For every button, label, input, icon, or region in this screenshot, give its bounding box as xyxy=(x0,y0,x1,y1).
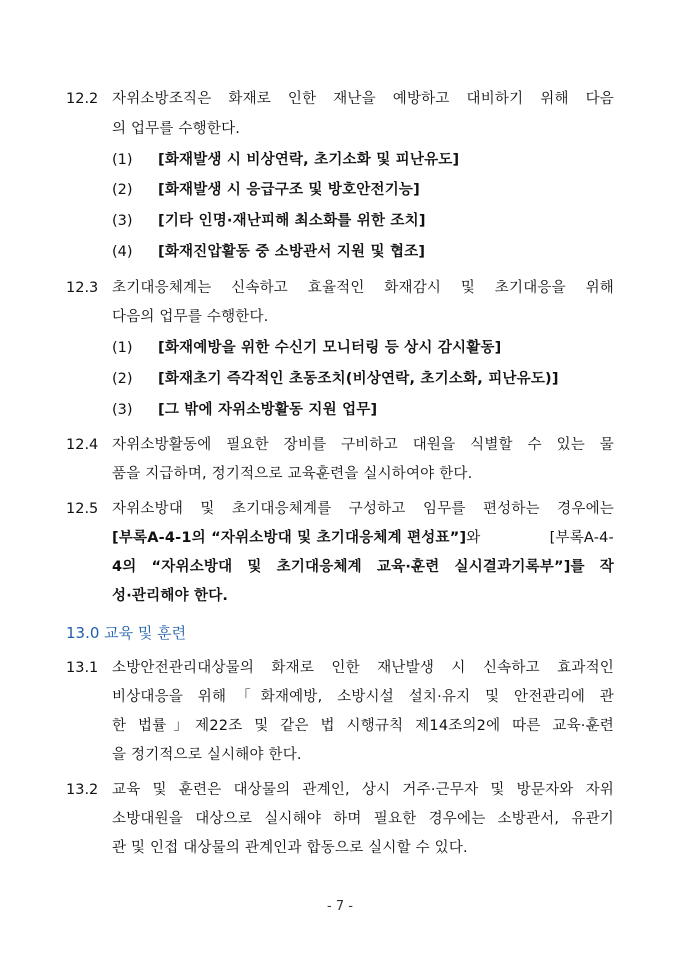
clause-number: 12.5 xyxy=(66,501,99,517)
clause-text: 다음의 업무를 수행한다. xyxy=(112,309,269,325)
list-number: (2) xyxy=(112,182,133,198)
section-heading: 13.0 교육 및 훈련 xyxy=(66,624,187,642)
clause-text: 소방안전관리대상물의 화재로 인한 재난발생 시 신속하고 효과적인 xyxy=(112,660,614,676)
list-item: [그 밖에 자위소방활동 지원 업무] xyxy=(158,402,378,418)
clause-text: 비상대응을 위해「화재예방, 소방시설 설치·유지 및 안전관리에 관 xyxy=(112,689,614,705)
appendix-reference: 4의 “자위소방대 및 초기대응체계 교육·훈련 실시결과기록부”]를 작 xyxy=(112,559,614,575)
clause-text: 품을 지급하며, 정기적으로 교육훈련을 실시하여야 한다. xyxy=(112,466,473,482)
list-item: [화재발생 시 응급구조 및 방호안전기능] xyxy=(158,182,420,198)
list-item: [화재초기 즉각적인 초동조치(비상연락, 초기소화, 피난유도)] xyxy=(158,371,559,387)
clause-text: 을 정기적으로 실시해야 한다. xyxy=(112,747,302,763)
list-item: [화재진압활동 중 소방관서 지원 및 협조] xyxy=(158,244,426,260)
appendix-reference: [부록A-4- xyxy=(549,530,614,546)
list-number: (3) xyxy=(112,402,133,418)
clause-text: 초기대응체계는 신속하고 효율적인 화재감시 및 초기대응을 위해 xyxy=(112,280,614,296)
list-item: [화재예방을 위한 수신기 모니터링 등 상시 감시활동] xyxy=(158,340,502,356)
clause-text: 자위소방대 및 초기대응체계를 구성하고 임무를 편성하는 경우에는 xyxy=(112,501,614,517)
clause-number: 13.2 xyxy=(66,782,99,798)
list-number: (1) xyxy=(112,340,133,356)
clause-number: 12.2 xyxy=(66,91,99,107)
page-number: - 7 - xyxy=(327,899,353,914)
clause-text: 교육 및 훈련은 대상물의 관계인, 상시 거주·근무자 및 방문자와 자위 xyxy=(112,782,614,798)
list-number: (2) xyxy=(112,371,133,387)
clause-text xyxy=(112,528,614,548)
clause-text: 한 법률」제22조 및 같은 법 시행규칙 제14조의2에 따른 교육·훈련 xyxy=(112,718,614,734)
list-number: (3) xyxy=(112,213,133,229)
clause-text: 자위소방조직은 화재로 인한 재난을 예방하고 대비하기 위해 다음 xyxy=(112,91,614,107)
clause-text: 자위소방활동에 필요한 장비를 구비하고 대원을 식별할 수 있는 물 xyxy=(112,437,614,453)
clause-text: 소방대원을 대상으로 실시해야 하며 필요한 경우에는 소방관서, 유관기 xyxy=(112,811,614,827)
conjunction-text: 와 xyxy=(466,530,486,546)
clause-number: 13.1 xyxy=(66,660,99,676)
clause-number: 12.4 xyxy=(66,437,99,453)
appendix-reference: [부록A-4-1의 “자위소방대 및 초기대응체계 편성표”] xyxy=(112,530,467,546)
list-item: [기타 인명·재난피해 최소화를 위한 조치] xyxy=(158,213,426,229)
list-number: (4) xyxy=(112,244,133,260)
list-item: [화재발생 시 비상연락, 초기소화 및 피난유도] xyxy=(158,152,460,168)
appendix-reference: 성·관리해야 한다. xyxy=(112,588,229,604)
clause-number: 12.3 xyxy=(66,280,99,296)
list-number: (1) xyxy=(112,152,133,168)
clause-text: 의 업무를 수행한다. xyxy=(112,121,241,137)
clause-text: 관 및 인접 대상물의 관계인과 합동으로 실시할 수 있다. xyxy=(112,840,468,856)
